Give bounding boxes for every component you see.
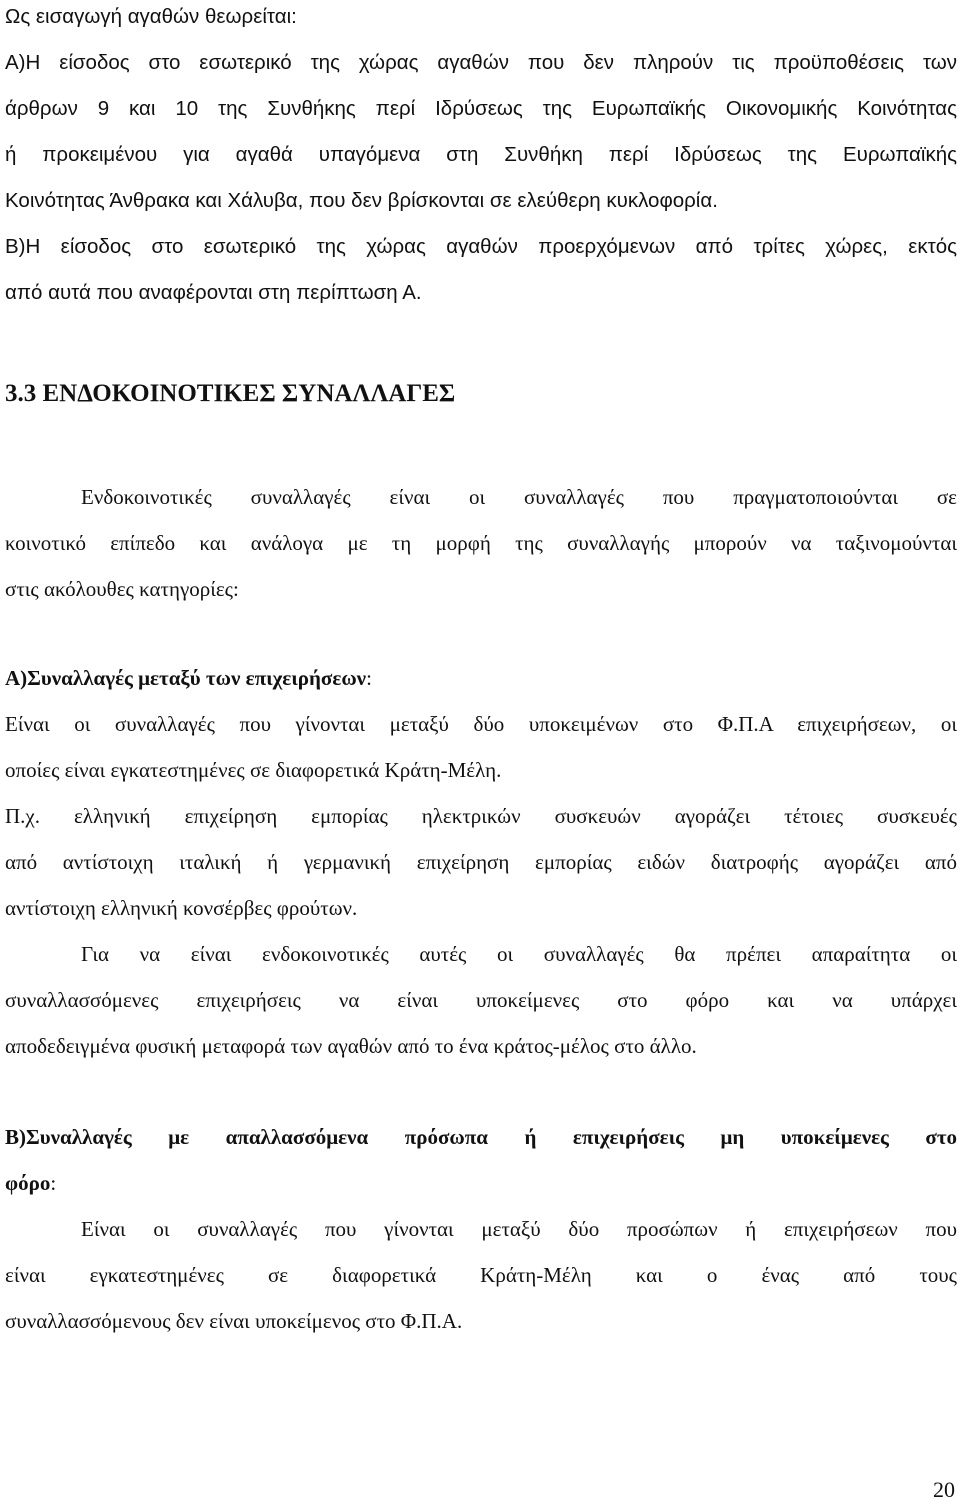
- section-intro-line: κοινοτικό επίπεδο και ανάλογα με τη μορφή της συναλλαγής μπορούν να ταξινομούνται: [5, 531, 957, 555]
- intro-title: Ως εισαγωγή αγαθών θεωρείται:: [5, 5, 297, 28]
- section-intro: [5, 474, 957, 612]
- category-a-title: Α)Συναλλαγές μεταξύ των επιχειρήσεων: [5, 666, 367, 690]
- case-a-line: Α)Η είσοδος στο εσωτερικό της χώρας αγαθών που δεν πληρούν τις προϋποθέσεις των: [5, 51, 957, 74]
- document-page: [5, 0, 957, 1508]
- category-b-definition-line: συναλλασσόμενους δεν είναι υποκείμενος στο Φ.Π.Α.: [5, 1309, 463, 1333]
- category-a-definition-line: Είναι οι συναλλαγές που γίνονται μεταξύ δύο υποκειμένων στο Φ.Π.Α επιχειρήσεων, οι: [5, 712, 957, 736]
- page-number: 20: [933, 1477, 955, 1502]
- section-heading: 3.3 ΕΝΔΟΚΟΙΝΟΤΙΚΕΣ ΣΥΝΑΛΛΑΓΕΣ: [5, 380, 456, 407]
- category-b-definition-line: Είναι οι συναλλαγές που γίνονται μεταξύ δύο προσώπων ή επιχειρήσεων που: [81, 1217, 957, 1241]
- category-b: [5, 1114, 957, 1344]
- section-intro-line: Ενδοκοινοτικές συναλλαγές είναι οι συναλλαγές που πραγματοποιούνται σε: [81, 485, 957, 509]
- category-b-title-line: [5, 1160, 957, 1206]
- category-a: [5, 655, 957, 1069]
- category-a-definition-line: οποίες είναι εγκατεστημένες σε διαφορετικά Κράτη-Μέλη.: [5, 758, 502, 782]
- category-a-example-line: αντίστοιχη ελληνική κονσέρβες φρούτων.: [5, 896, 358, 920]
- category-a-example-line: Π.χ. ελληνική επιχείρηση εμπορίας ηλεκτρικών συσκευών αγοράζει τέτοιες συσκευές: [5, 804, 957, 828]
- import-definition: [5, 0, 957, 316]
- category-a-title-line: [5, 655, 957, 701]
- category-a-colon: :: [366, 666, 372, 690]
- case-b-line: Β)Η είσοδος στο εσωτερικό της χώρας αγαθών προερχόμενων από τρίτες χώρες, εκτός: [5, 235, 957, 258]
- category-b-definition-line: είναι εγκατεστημένες σε διαφορετικά Κράτη-Μέλη και ο ένας από τους: [5, 1263, 957, 1287]
- case-a-line: ή προκειμένου για αγαθά υπαγόμενα στη Συνθήκη περί Ιδρύσεως της Ευρωπαϊκής: [5, 143, 957, 166]
- category-a-condition-line: συναλλασσόμενες επιχειρήσεις να είναι υποκείμενες στο φόρο και να υπάρχει: [5, 988, 957, 1012]
- category-a-condition-line: Για να είναι ενδοκοινοτικές αυτές οι συναλλαγές θα πρέπει απαραίτητα οι: [81, 942, 957, 966]
- category-b-colon: :: [50, 1171, 57, 1195]
- category-b-title-end: φόρο: [5, 1171, 51, 1195]
- category-a-example-line: από αντίστοιχη ιταλική ή γερμανική επιχείρηση εμπορίας ειδών διατροφής αγοράζει από: [5, 850, 957, 874]
- case-a-line: Κοινότητας Άνθρακα και Χάλυβα, που δεν βρίσκονται σε ελεύθερη κυκλοφορία.: [5, 189, 718, 212]
- category-b-title: Β)Συναλλαγές με απαλλασσόμενα πρόσωπα ή επιχειρήσεις μη υποκείμενες στο: [5, 1125, 957, 1149]
- case-a-line: άρθρων 9 και 10 της Συνθήκης περί Ιδρύσεως της Ευρωπαϊκής Οικονομικής Κοινότητας: [5, 97, 957, 120]
- category-a-condition-line: αποδεδειγμένα φυσική μεταφορά των αγαθών από το ένα κράτος-μέλος στο άλλο.: [5, 1034, 697, 1058]
- case-b-line: από αυτά που αναφέρονται στη περίπτωση Α.: [5, 281, 422, 304]
- section-intro-line: στις ακόλουθες κατηγορίες:: [5, 577, 239, 601]
